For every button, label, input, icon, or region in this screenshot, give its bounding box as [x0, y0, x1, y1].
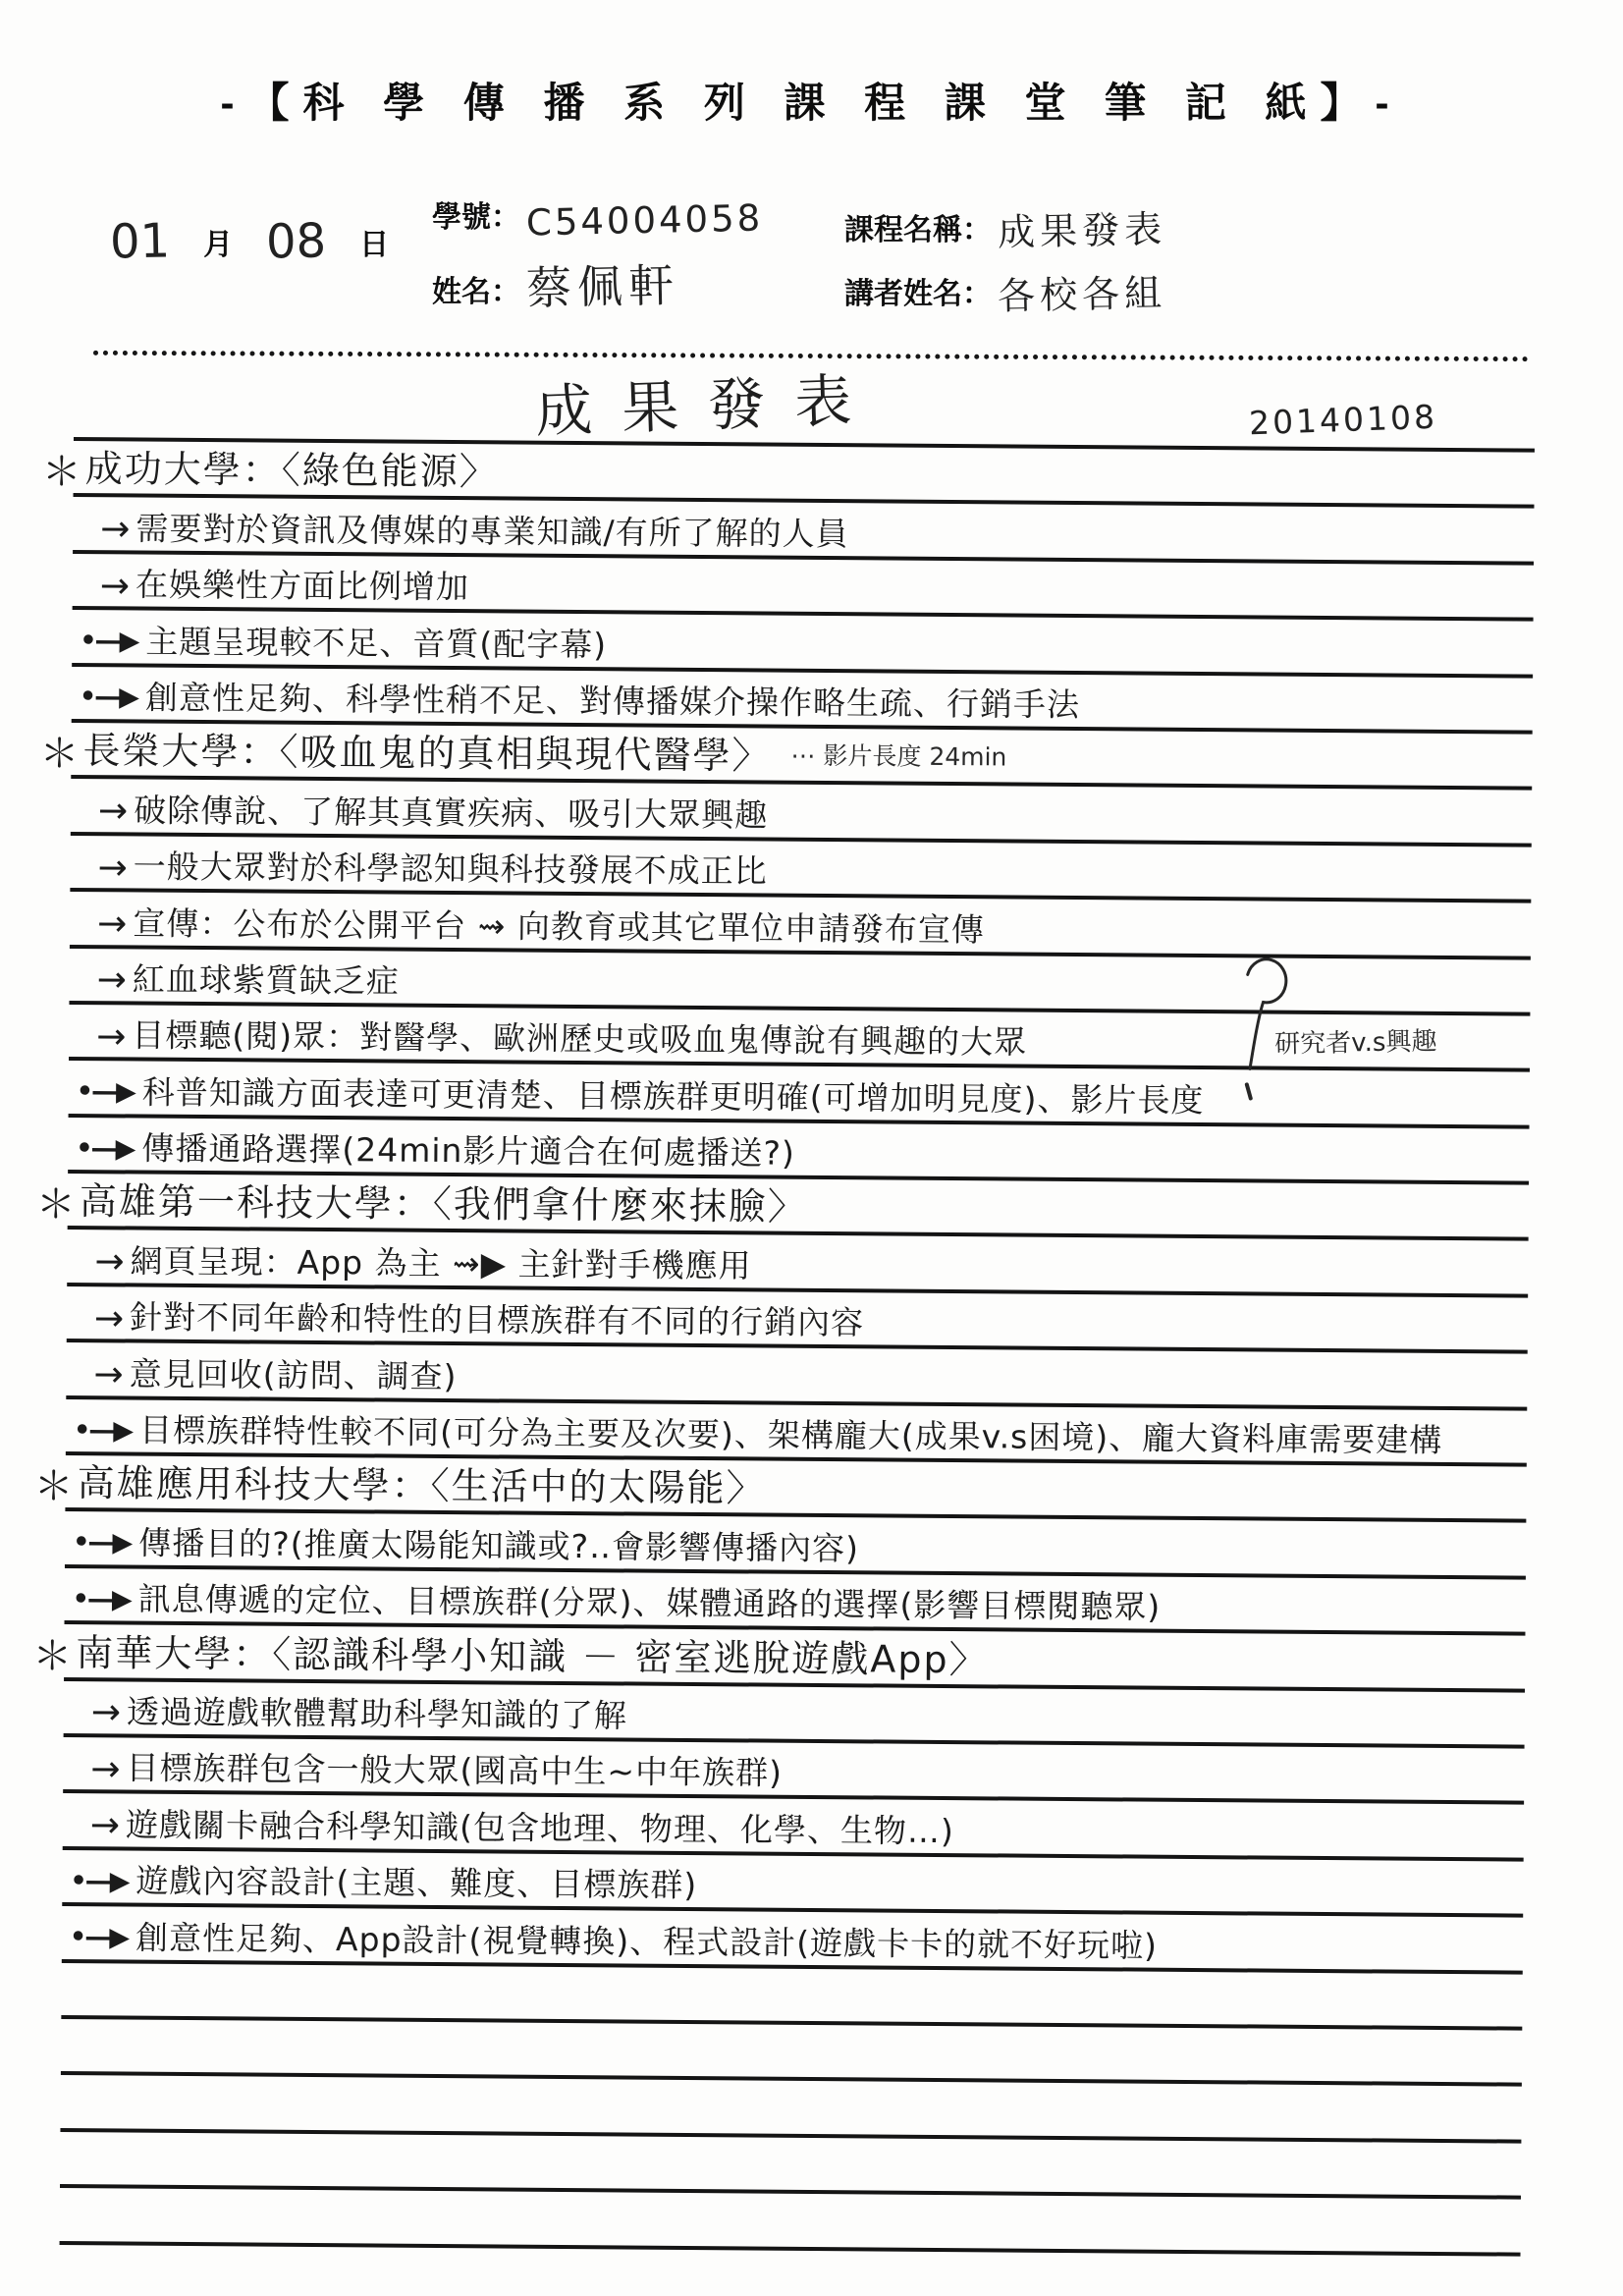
arrow-marker: → — [97, 791, 129, 832]
arrow-marker: → — [93, 1354, 124, 1395]
note-text: 高雄第一科技大學：〈我們拿什麼來抹臉〉 — [79, 1179, 808, 1230]
note-text: 長榮大學：〈吸血鬼的真相與現代醫學〉 — [82, 729, 772, 778]
lecturer-row — [844, 264, 1166, 318]
arrow-marker: → — [97, 847, 128, 888]
arrow-marker: → — [94, 1241, 125, 1283]
note-text: 高雄應用科技大學：〈生活中的太陽能〉 — [77, 1461, 766, 1510]
date-field — [110, 214, 389, 269]
dash-arrow-marker: •—▶ — [80, 626, 138, 657]
dash-arrow-marker: •—▶ — [76, 1132, 135, 1165]
note-text: 意見回收(訪問、調查) — [129, 1354, 458, 1395]
student-name-row — [432, 251, 763, 316]
dash-arrow-marker: •—▶ — [76, 1076, 135, 1108]
star-marker: ＊ — [32, 1633, 73, 1679]
student-id-row — [432, 192, 764, 245]
note-text: 遊戲關卡融合科學知識(包含地理、物理、化學、生物…) — [125, 1805, 954, 1850]
note-date: 20140108 — [1248, 397, 1438, 443]
arrow-marker: → — [99, 565, 131, 607]
day-label: 日 — [359, 229, 390, 261]
page-title: -【科 學 傳 播 系 列 課 程 課 堂 筆 記 紙】- — [220, 80, 1403, 126]
arrow-marker: → — [90, 1692, 122, 1733]
note-text: 一般大眾對於科學認知與科技發展不成正比 — [133, 847, 768, 891]
note-text: 透過遊戲軟體幫助科學知識的了解 — [126, 1692, 628, 1735]
note-text: 目標聽(閱)眾：對醫學、歐洲歷史或吸血鬼傳說有興趣的大眾 — [132, 1015, 1028, 1062]
note-text: 主題呈現較不足、音質(配字幕) — [145, 622, 608, 664]
dash-arrow-marker: •—▶ — [73, 1527, 132, 1558]
note-text: 科普知識方面表達可更清楚、目標族群更明確(可增加明見度)、影片長度 — [141, 1072, 1205, 1120]
dash-arrow-marker: •—▶ — [79, 682, 138, 713]
note-text: 傳播通路選擇(24min影片適合在何處播送?) — [141, 1128, 795, 1173]
note-text: 成功大學：〈綠色能源〉 — [84, 447, 499, 494]
note-text: 宣傳：公布於公開平台 ⇝ 向教育或其它單位申請發布宣傳 — [133, 903, 986, 949]
note-text: 創意性足夠、科學性稍不足、對傳播媒介操作略生疏、行銷手法 — [144, 678, 1081, 725]
note-title: 成果發表 — [534, 365, 883, 446]
course-block — [844, 200, 1166, 318]
month-label: 月 — [203, 229, 234, 261]
dash-arrow-marker: •—▶ — [69, 1922, 129, 1953]
note-text: 訊息傳遞的定位、目標族群(分眾)、媒體通路的選擇(影響目標閱聽眾) — [137, 1579, 1162, 1626]
note-text: 創意性足夠、App設計(視覺轉換)、程式設計(遊戲卡卡的就不好玩啦) — [135, 1918, 1159, 1965]
arrow-marker: → — [93, 1297, 125, 1339]
student-id-label: 學號： — [432, 201, 520, 234]
note-side-note: ⋯ 影片長度 24min — [790, 741, 1007, 772]
month-value: 01 — [109, 213, 171, 270]
note-text: 在娛樂性方面比例增加 — [135, 565, 470, 607]
star-marker: ＊ — [39, 732, 80, 778]
note-text: 目標族群包含一般大眾(國高中生~中年族群) — [126, 1748, 784, 1793]
ruled-line-empty — [60, 2188, 1521, 2256]
day-value: 08 — [265, 213, 327, 270]
note-text: 南華大學：〈認識科學小知識 － 密室逃脫遊戲App〉 — [76, 1630, 989, 1681]
course-row — [844, 200, 1166, 254]
student-name-label: 姓名： — [432, 276, 520, 308]
arrow-marker: → — [90, 1748, 121, 1790]
arrow-marker: → — [96, 903, 128, 945]
note-text: 針對不同年齡和特性的目標族群有不同的行銷內容 — [129, 1297, 865, 1342]
student-block — [432, 192, 763, 316]
lecturer-label: 講者姓名： — [844, 278, 992, 310]
student-id-value: C54004058 — [525, 196, 764, 245]
course-value: 成果發表 — [997, 207, 1167, 254]
note-text: 網頁呈現：App 為主 ⇝▶ 主針對手機應用 — [130, 1241, 752, 1285]
note-text: 破除傳說、了解其真實疾病、吸引大眾興趣 — [134, 791, 769, 835]
star-marker: ＊ — [35, 1182, 77, 1229]
student-name-value: 蔡佩軒 — [525, 258, 680, 315]
lecturer-value: 各校各組 — [997, 271, 1167, 318]
note-text: 遊戲內容設計(主題、難度、目標族群) — [135, 1861, 698, 1905]
arrow-marker: → — [96, 959, 127, 1001]
star-marker: ＊ — [41, 450, 81, 496]
dash-arrow-marker: •—▶ — [70, 1865, 129, 1897]
star-marker: ＊ — [33, 1464, 74, 1510]
course-label: 課程名稱： — [844, 214, 992, 246]
margin-annotation: 研究者v.s興趣 — [1273, 1026, 1437, 1060]
arrow-marker: → — [100, 509, 131, 550]
note-text: 目標族群特性較不同(可分為主要及次要)、架構龐大(成果v.s困境)、龐大資料庫需要建構 — [138, 1410, 1443, 1460]
note-text: 需要對於資訊及傳媒的專業知識/有所了解的人員 — [135, 509, 849, 553]
ruled-sheet — [32, 437, 1535, 2256]
arrow-marker: → — [96, 1015, 127, 1058]
note-text: 紅血球紫質缺乏症 — [132, 959, 400, 1001]
dash-arrow-marker: •—▶ — [72, 1583, 131, 1615]
dash-arrow-marker: •—▶ — [73, 1414, 133, 1447]
arrow-marker: → — [89, 1805, 121, 1846]
note-text: 傳播目的?(推廣太陽能知識或?‥會影響傳播內容) — [138, 1523, 860, 1568]
